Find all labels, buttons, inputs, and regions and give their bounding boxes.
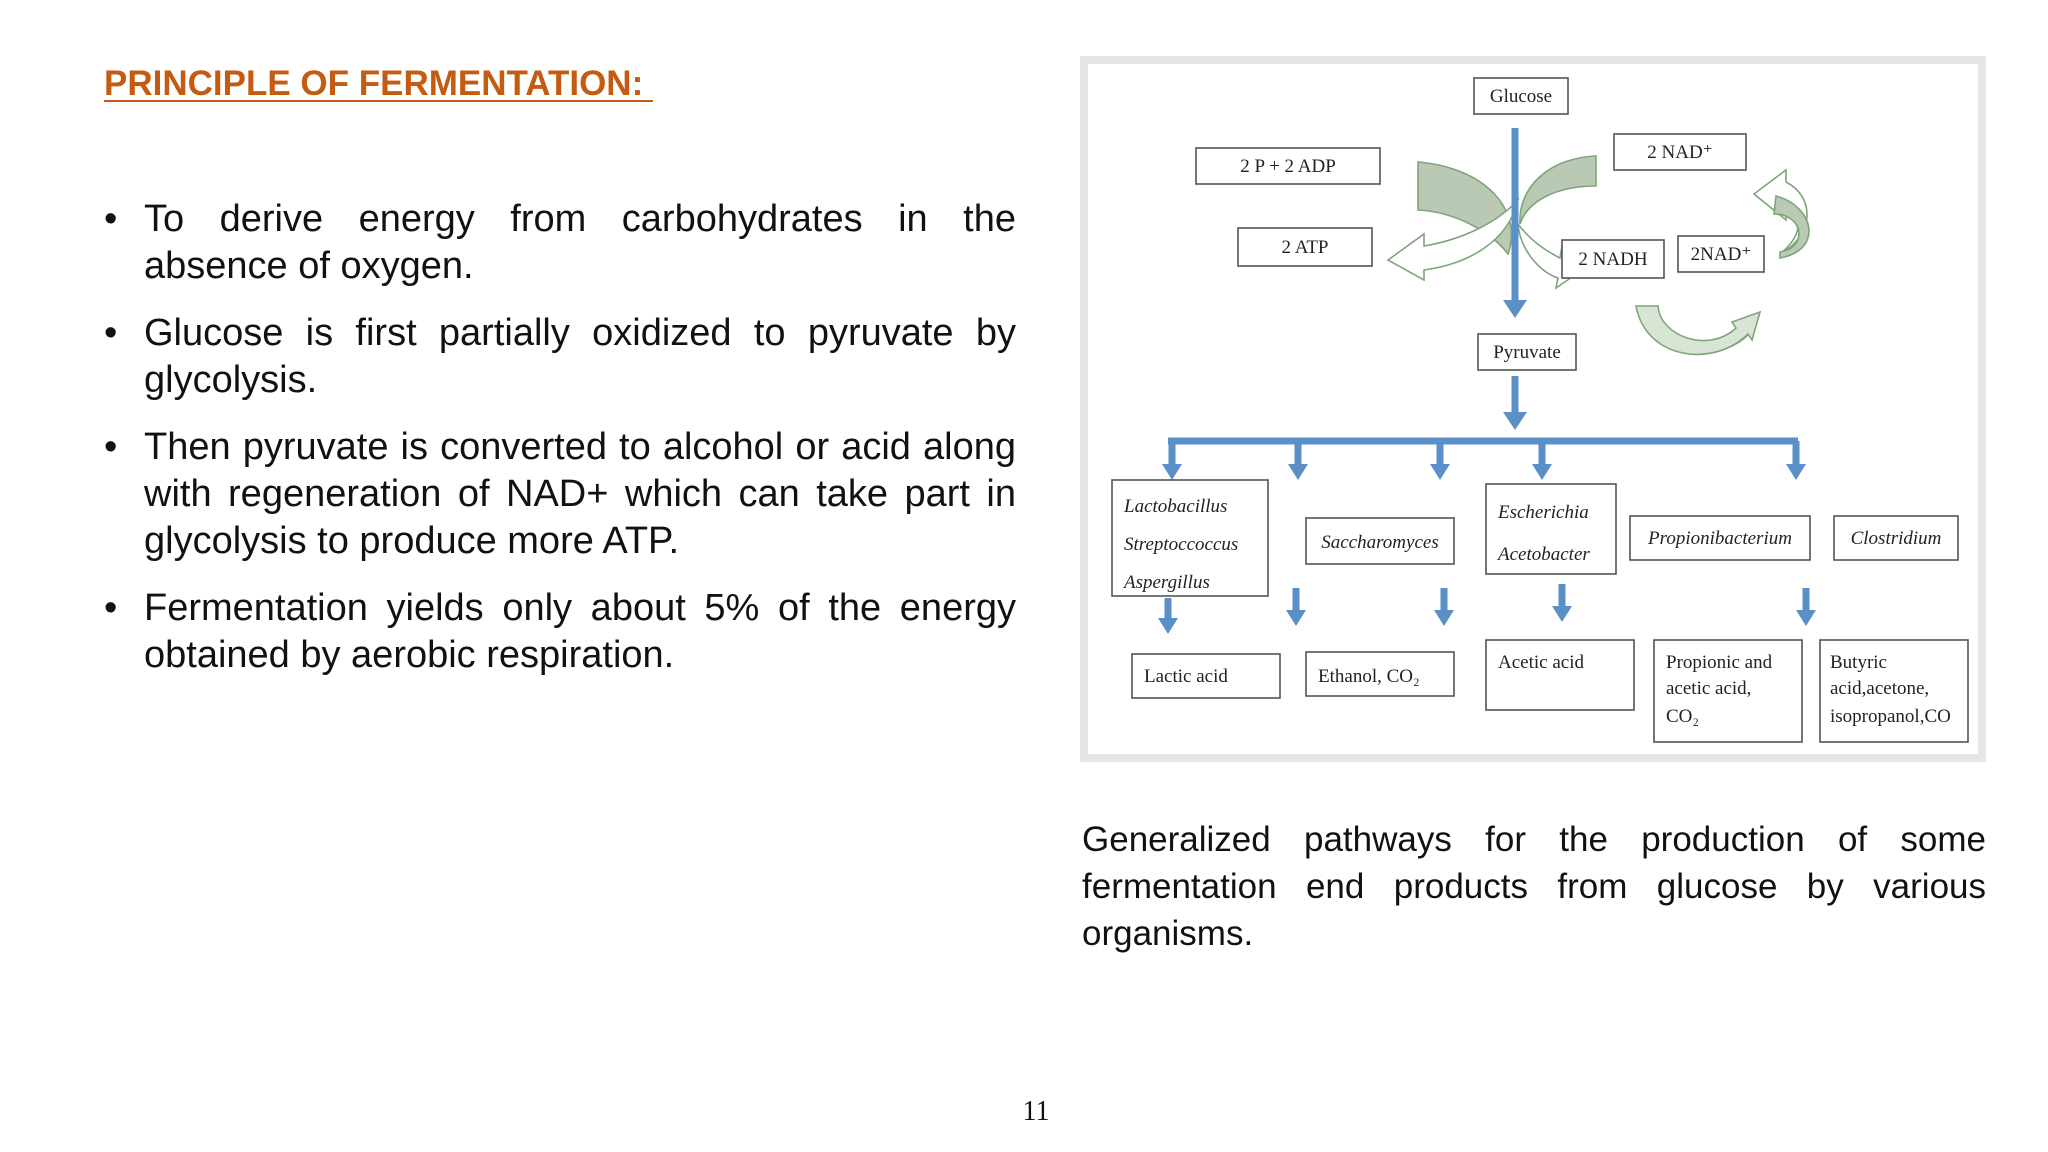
bullet-text: Glucose is first partially oxidized to pyruvate by glycolysis. xyxy=(144,312,1016,401)
product-ethanol: Ethanol, CO₂ xyxy=(1318,666,1420,687)
figure-frame xyxy=(1080,56,1986,762)
product-butyric-line2: acid,acetone, xyxy=(1830,678,1930,699)
bullet-dot-icon: • xyxy=(104,426,118,468)
bullet-dot-icon: • xyxy=(104,198,118,240)
organism-acetobacter: Acetobacter xyxy=(1498,544,1590,565)
product-propionic-line2: acetic acid, xyxy=(1666,678,1752,699)
glucose-label: Glucose xyxy=(1489,86,1553,107)
product-acetic-acid: Acetic acid xyxy=(1498,652,1584,673)
figure-caption: Generalized pathways for the production of some fermentation end products from glucose by various organisms. xyxy=(1082,820,1986,953)
nadh-label: 2 NADH xyxy=(1578,249,1648,270)
bullet-dot-icon: • xyxy=(104,587,118,629)
fermentation-diagram xyxy=(1088,64,1978,754)
bullet-item xyxy=(104,196,1016,290)
bullet-text: Then pyruvate is converted to alcohol or acid along with regeneration of NAD+ which can take part in glycolysis to produce more ATP. xyxy=(144,426,1016,562)
nad-right-label: 2NAD⁺ xyxy=(1690,244,1752,265)
bullet-text: To derive energy from carbohydrates in the absence of oxygen. xyxy=(144,198,1016,287)
bullet-item xyxy=(104,585,1016,679)
organism-streptococcus: Streptoccoccus xyxy=(1124,534,1239,555)
organism-aspergillus: Aspergillus xyxy=(1124,572,1210,593)
product-butyric-line1: Butyric xyxy=(1830,652,1887,673)
organism-saccharomyces: Saccharomyces xyxy=(1321,532,1439,553)
organism-propionibacterium: Propionibacterium xyxy=(1648,528,1792,549)
organism-escherichia: Escherichia xyxy=(1498,502,1589,523)
page-number: 11 xyxy=(1022,1096,1050,1127)
organism-clostridium: Clostridium xyxy=(1850,528,1942,549)
slide-title: PRINCIPLE OF FERMENTATION: xyxy=(104,64,653,103)
bullet-text: Fermentation yields only about 5% of the energy obtained by aerobic respiration. xyxy=(144,587,1016,676)
bullet-list xyxy=(104,196,1016,699)
atp-label: 2 ATP xyxy=(1281,237,1329,258)
product-lactic-acid: Lactic acid xyxy=(1144,666,1228,687)
product-propionic-line1: Propionic and xyxy=(1666,652,1773,673)
product-propionic-line3: CO₂ xyxy=(1666,706,1700,727)
adp-label: 2 P + 2 ADP xyxy=(1240,156,1336,177)
product-butyric-line3: isopropanol,CO xyxy=(1830,706,1951,727)
bullet-dot-icon: • xyxy=(104,312,118,354)
bullet-item xyxy=(104,424,1016,565)
organism-lactobacillus: Lactobacillus xyxy=(1124,496,1228,517)
bullet-item xyxy=(104,310,1016,404)
nad-top-label: 2 NAD⁺ xyxy=(1647,142,1713,163)
pyruvate-label: Pyruvate xyxy=(1493,342,1561,363)
